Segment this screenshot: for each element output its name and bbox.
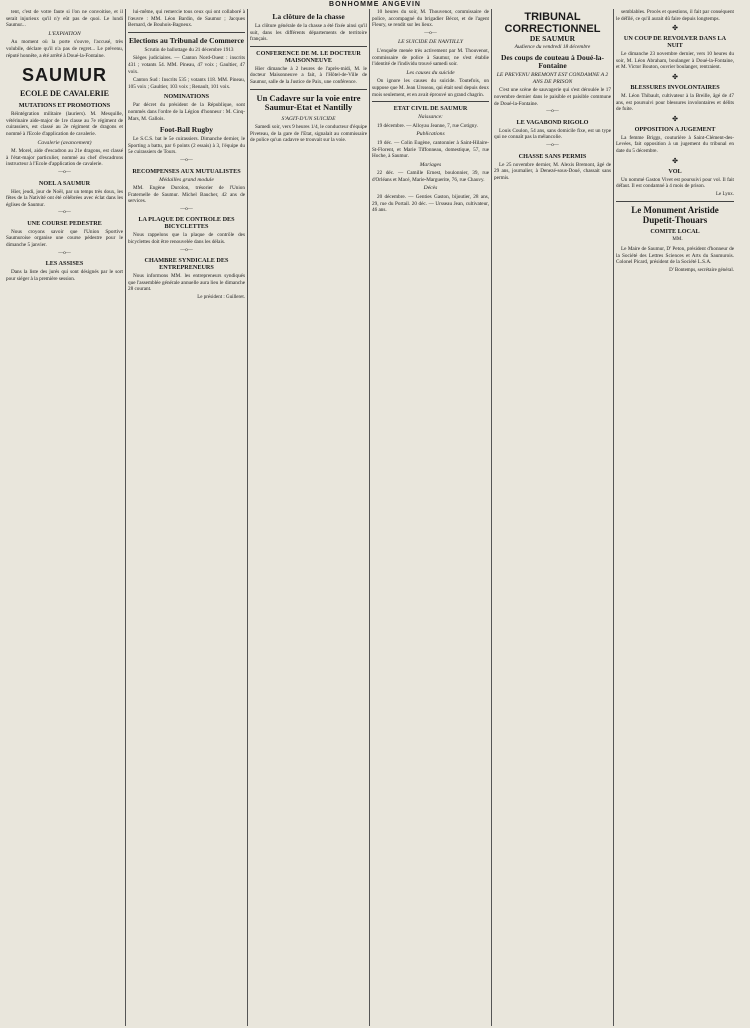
expiation-heading: L'EXPIATION — [48, 30, 81, 37]
comite-intro: MM. — [672, 237, 683, 243]
assises-text: Dans la liste des jurés qui sont désignés par le sort pour siéger à la première session. — [6, 269, 123, 282]
revolver-heading: UN COUP DE REVOLVER DANS LA NUIT — [623, 35, 727, 50]
nominations-heading: NOMINATIONS — [163, 93, 210, 101]
rugby-heading: Foot-Ball Rugby — [159, 125, 214, 135]
rule-divider — [250, 89, 367, 90]
column-6 — [614, 9, 736, 1026]
corps-text: M. Morel, aide d'escadron au 21e dragons, est classé à l'état-major particulier, nommé au chef d'escadrons instructeur à l'Ecole d'application de cavalerie. — [6, 148, 123, 168]
ornament-icon: ✤ — [672, 114, 678, 123]
mutations-heading: MUTATIONS ET PROMOTIONS — [18, 102, 111, 110]
course-heading: UNE COURSE PEDESTRE — [27, 219, 102, 227]
suicide-text: L'enquête menée très activement par M. Thouvenot, commissaire de police à Saumur, ne s'est établie l'identité de l'individu trouvé samedi soir. — [372, 47, 489, 68]
vol-signature: Le Lynx. — [715, 191, 734, 197]
chambre-heading: CHAMBRE SYNDICALE DES ENTREPRENEURS — [144, 257, 229, 272]
publications-heading: Publications — [416, 131, 445, 138]
saumur-title: SAUMUR — [22, 65, 107, 86]
suicide-heading: LE SUICIDE DE NANTILLY — [397, 39, 463, 46]
vagabond-heading: LE VAGABOND RIGOLO — [516, 118, 589, 126]
naissance-heading: Naissance: — [418, 114, 443, 121]
corps-heading: Cavalerie (avancement) — [37, 139, 92, 146]
canton-sud-text: Canton Sud : Inscrits 535 ; votants 118. MM. Pineau, 105 voix ; Gaultier, 103 voix ; Renault, 101 voix. — [128, 77, 245, 90]
chasse-heading: La clôture de la chasse — [272, 12, 345, 21]
cadavre-heading: Un Cadavre sur la voie entre Saumur-Etat et Nantilly — [256, 92, 361, 113]
column-2 — [126, 9, 248, 1026]
rule-divider — [616, 201, 734, 202]
chambre-signature: Le président : Guilleret. — [197, 295, 245, 301]
prevenu-text: C'est une scène de sauvagerie qui s'est déroulée le 17 novembre dernier dans le paisible et paisible commune de Doué-la-Fontaine. — [494, 87, 611, 107]
noel-text: Hier, jeudi, jour de Noël, par un temps très doux, les fêtes de la Nativité ont été célébrées avec éclat dans les églises de Saumur. — [6, 188, 123, 208]
separator-ornament: —o— — [424, 30, 437, 36]
comite-heading: COMITE LOCAL — [650, 228, 700, 236]
causes-text: On ignore les causes du suicide. Toutefois, on suppose que M. Jean Ursseau, qui était seul depuis deux mois seulement, et en avait éprouvé un grand chagrin. — [372, 78, 489, 98]
chasse-permis-heading: CHASSE SANS PERMIS — [518, 152, 587, 160]
separator-ornament: —o— — [180, 206, 193, 212]
col1-intro: tent, c'est de votre faute si l'on ne convoitise, et il serait injurieux qu'il n'y eût pas de quoi. Le lundi Saumur... — [6, 9, 123, 29]
ornament-icon: ✤ — [672, 24, 678, 33]
blessures-text: M. Léon Thibault, cultivateur à la Breille, âgé de 47 ans, est poursuivi pour blessures involontaires et délits de fuite. — [616, 92, 734, 113]
rule-divider — [372, 101, 489, 102]
recompenses-heading: RECOMPENSES AUX MUTUALISTES — [132, 167, 241, 175]
mutations-text: Réintégration militaire (lauriers). M. Mesquille, vétérinaire aide-major de 1re classe au 7e régiment de cuirassiers, est classé au 2e régiment de dragons et nommé à l'Ecole d'application de cavalerie. — [6, 111, 123, 137]
tribunal-heading: TRIBUNAL CORRECTIONNEL — [504, 11, 601, 35]
etat-civil-heading: ETAT CIVIL DE SAUMUR — [393, 105, 468, 113]
separator-ornament: —o— — [546, 142, 559, 148]
comite-text: Le Maire de Saumur, D' Peton, président d'honneur de la Société des Lettres Sciences et Arts du Saumurois. Colonel Picard, président de la Société L.S.A. — [616, 245, 734, 266]
vol-heading: VOL — [668, 167, 682, 175]
tribunal-place: DE SAUMUR — [529, 34, 576, 43]
course-text: Nous croyons savoir que l'Union Sportive Saumuroise organise une course pédestre pour le dimanche 5 janvier. — [6, 228, 123, 249]
causes-heading: Les causes du suicide — [406, 69, 455, 76]
ornament-icon: ✤ — [672, 156, 678, 165]
opposition-heading: OPPOSITION A JUGEMENT — [634, 125, 716, 133]
coups-heading: Des coups de couteau à Doué-la-Fontaine — [500, 53, 605, 71]
opposition-text: La femme Briggs, couturière à Saint-Clément-des-Levées, fait opposition à un jugement du tribunal en date du 5 décembre. — [616, 134, 734, 154]
column-container — [4, 9, 746, 1026]
cadavre-subheading: S'AGIT-D'UN SUICIDE — [281, 115, 336, 122]
nominations-text: Par décret du président de la République, sont nommés dans l'ordre de la Légion d'honneur : M. Cinq-Mars, M. Gallois. — [128, 102, 245, 122]
vol-text: Un nommé Gaston Vivet est poursuivi pour vol. Il fait défaut. Il est condamné à 4 mois de prison. — [616, 176, 734, 190]
deces-heading: Décès — [423, 185, 438, 192]
column-1 — [4, 9, 126, 1026]
tribunal-date: Audience du vendredi 18 décembre — [514, 43, 591, 50]
naissance-text: 19 décembre. — Alloyau Jeanne, 7, rue Cotigny. — [377, 122, 478, 129]
noel-heading: NOEL A SAUMUR — [38, 179, 91, 187]
revolver-text: Le dimanche 23 novembre dernier, vers 10 heures du soir, M. Léon Abraham, boulanger à Doué-la-Fontaine, et M. Victor Bouton, ouvrier boulanger, rentraient. — [616, 51, 734, 71]
col2-intro: lui-même, qui remercie tous ceux qui ont collaboré à l'œuvre : MM. Léon Bardin, de Saumur ; Jacques Bernard, de Bouhois-Bagneux. — [128, 9, 245, 29]
rugby-text: Le S.C.S. bat le 5e cuirassiers. Dimanche dernier, le Sporting a battu, par 6 points (2 essais) à 3, l'équipe du 5e cuirassiers de Tours. — [128, 136, 245, 156]
conference-heading: CONFERENCE DE M. LE DOCTEUR MAISONNEUVE — [256, 49, 361, 64]
separator-ornament: —o— — [180, 157, 193, 163]
ecole-title: ECOLE DE CAVALERIE — [19, 89, 110, 99]
rule-divider — [128, 32, 245, 33]
separator-ornament: —o— — [546, 109, 559, 115]
comite-signature: D' Bontemps, secrétaire général. — [669, 267, 734, 273]
separator-ornament: —o— — [58, 169, 71, 175]
chasse-permis-text: Le 25 novembre dernier, M. Alexis Bremont, âgé de 29 ans, journalier, à Denezé-sous-Doué, chassait sans permis. — [494, 161, 611, 181]
plaque-heading: LA PLAQUE DE CONTROLE DES BICYCLETTES — [138, 216, 235, 231]
conference-text: Hier dimanche à 2 heures de l'après-midi, M. le docteur Maisonneuve a fait, à l'Hôtel-de-Ville de Saumur, salle de la Justice de Paix, une conférence. — [250, 65, 367, 85]
vagabond-text: Louis Coulon, 54 ans, sans domicile fixe, est un type qui ne connaît pas la mélancolie. — [494, 127, 611, 141]
elections-subheading: Scrutin de ballottage du 21 décembre 1913 — [144, 46, 234, 53]
plaque-text: Nous rappelons que la plaque de contrôle des bicyclettes doit être renouvelée dans les délais. — [128, 232, 245, 246]
monument-heading: Le Monument Aristide Dupetit-Thouars — [631, 205, 719, 226]
mariages-text: 22 déc. — Camille Ernest, boulonnier, 39, rue d'Orléans et Macé, Marie-Marguerite, 76, rue Chauvy. — [372, 170, 489, 183]
assises-heading: LES ASSISES — [45, 260, 84, 268]
publications-text: 19 déc. — Colin Eugène, cantonnier à Saint-Hilaire-St-Florent, et Marie Tiffonneau, domestique, 57, rue Hoche, à Saumur. — [372, 139, 489, 160]
separator-ornament: —o— — [180, 247, 193, 253]
separator-ornament: —o— — [58, 250, 71, 256]
chambre-text: Nous informons MM. les entrepreneurs syndiqués que l'assemblée générale annuelle aura lieu le dimanche 28 courant. — [128, 273, 245, 293]
elections-heading: Elections au Tribunal de Commerce — [129, 35, 244, 45]
expiation-text: Au moment où la porte s'ouvre, l'accusé, très volubile, déclare qu'il n'a pas de regret... Le prévenu, réputé honnête, a été arrêté à Doué-la-Fontaine. — [6, 39, 123, 59]
col6-intro: semblables. Procès et questions, il fait par conséquent le défilé, ce qu'il aurait dû faire depuis longtemps. — [616, 9, 734, 22]
recompenses-subheading: Médailles grand module — [159, 176, 214, 183]
column-5 — [492, 9, 614, 1026]
column-4 — [370, 9, 492, 1026]
chasse-text: La clôture générale de la chasse a été fixée ainsi qu'il suit, dans les différents départements de territoire français. — [250, 23, 367, 43]
deces-text: 20 décembre. — Genties Gaston, bijoutier, 28 ans, 29, rue du Portail. 20 déc. — Ursseau Jean, cultivateur, 46 ans. — [372, 194, 489, 214]
column-3 — [248, 9, 370, 1026]
mariages-heading: Mariages — [419, 161, 442, 168]
elections-text: Sièges judiciaires. — Canton Nord-Ouest : inscrits 431 ; votants 54. MM. Pineau, 47 voix ; Gaultier, 47 voix. — [128, 55, 245, 75]
prevenu-heading: LE PREVENU BREMONT EST CONDAMNE A 2 ANS DE PRISON — [496, 72, 609, 85]
cadavre-text: Samedi soir, vers 9 heures 1/4, le conducteur d'équipe Piveteau, de la gare de l'Etat, signalait au commissaire de police qu'un cadavre se trouvait sur la voie. — [250, 124, 367, 144]
col4-intro: 10 heures du soir, M. Thouvenot, commissaire de police, accompagné du brigadier Bécot, et de l'agent Fleury, se rendit sur les lieux. — [372, 9, 489, 29]
blessures-heading: BLESSURES INVOLONTAIRES — [630, 83, 720, 91]
recompenses-text: MM. Engène Durolon, trésorier de l'Union Fraternelle de Saumur. Michel Baucher, 42 ans de services. — [128, 185, 245, 205]
masthead: BONHOMME ANGEVIN — [329, 1, 421, 8]
separator-ornament: —o— — [58, 210, 71, 216]
ornament-icon: ✤ — [672, 72, 678, 81]
rule-divider — [250, 46, 367, 47]
